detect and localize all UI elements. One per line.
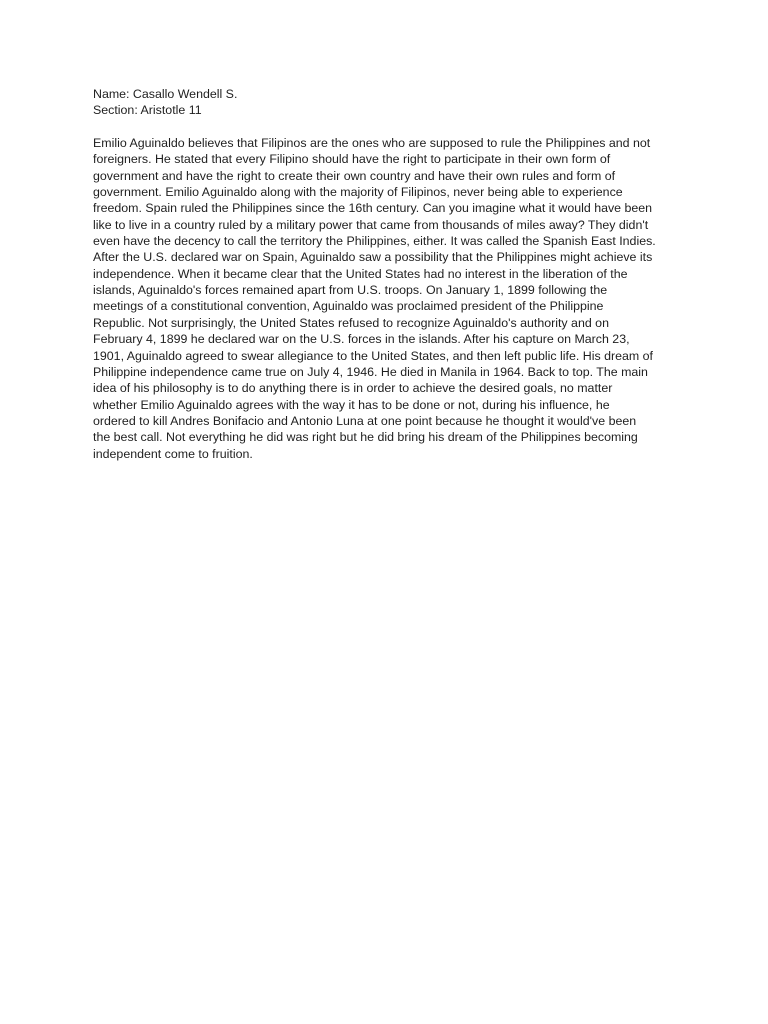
essay-line: freedom. Spain ruled the Philippines since the 16th century. Can you imagine what it would have been xyxy=(93,201,653,216)
essay-line: like to live in a country ruled by a military power that came from thousands of miles away? They didn't xyxy=(93,217,649,232)
essay-line: the best call. Not everything he did was right but he did bring his dream of the Philippines becoming xyxy=(93,430,638,445)
essay-line: Philippine independence came true on July 4, 1946. He died in Manila in 1964. Back to top. The main xyxy=(93,364,648,379)
essay-line: government. Emilio Aguinaldo along with the majority of Filipinos, never being able to experience xyxy=(93,185,623,200)
essay-line: idea of his philosophy is to do anything there is in order to achieve the desired goals, no matter xyxy=(93,381,613,396)
essay-line: 1901, Aguinaldo agreed to swear allegiance to the United States, and then left public life. His dream of xyxy=(93,348,653,363)
essay-line: independence. When it became clear that the United States had no interest in the liberation of the xyxy=(93,266,628,281)
student-name: Name: Casallo Wendell S. xyxy=(93,87,238,101)
document-content xyxy=(93,86,683,462)
paragraph-spacer xyxy=(93,119,683,135)
essay-line: Emilio Aguinaldo believes that Filipinos are the ones who are supposed to rule the Philippines and not xyxy=(93,136,651,151)
essay-line: February 4, 1899 he declared war on the U.S. forces in the islands. After his capture on March 23, xyxy=(93,332,630,347)
essay-line: government and have the right to create their own country and have their own rules and form of xyxy=(93,168,616,183)
essay-line: whether Emilio Aguinaldo agrees with the way it has to be done or not, during his influence, he xyxy=(93,397,610,412)
essay-line: even have the decency to call the territory the Philippines, either. It was called the Spanish East Indies. xyxy=(93,234,656,249)
essay-line: Republic. Not surprisingly, the United States refused to recognize Aguinaldo's authority and on xyxy=(93,315,609,330)
essay-line: islands, Aguinaldo's forces remained apart from U.S. troops. On January 1, 1899 following the xyxy=(93,283,608,298)
student-section: Section: Aristotle 11 xyxy=(93,103,202,118)
essay-line: foreigners. He stated that every Filipino should have the right to participate in their own form of xyxy=(93,152,611,167)
essay-paragraph xyxy=(93,135,683,462)
essay-line: meetings of a constitutional convention, Aguinaldo was proclaimed president of the Philippine xyxy=(93,299,604,314)
essay-line: independent come to fruition. xyxy=(93,446,253,461)
essay-line: After the U.S. declared war on Spain, Aguinaldo saw a possibility that the Philippines might achieve its xyxy=(93,250,653,265)
essay-line: ordered to kill Andres Bonifacio and Antonio Luna at one point because he thought it would've been xyxy=(93,413,637,428)
